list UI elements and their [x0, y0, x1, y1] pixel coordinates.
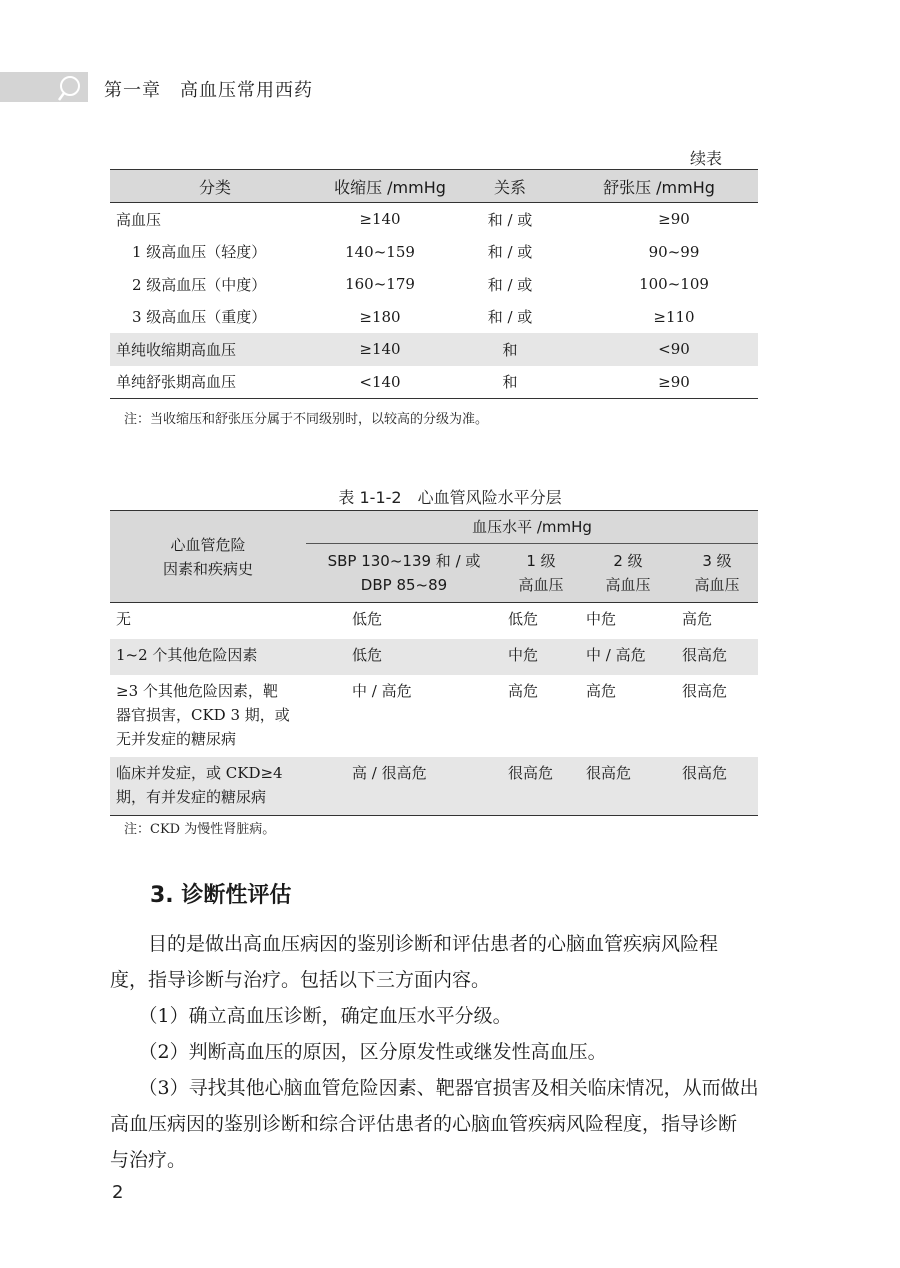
table-cell: 单纯舒张期高血压 — [110, 366, 320, 399]
table-cell: 和 — [460, 333, 560, 366]
magnifier-icon — [48, 72, 88, 102]
table-row — [110, 203, 758, 236]
table-row — [110, 366, 758, 399]
risk-cell: 很高危 — [580, 757, 676, 816]
cell-line: 无并发症的糖尿病 — [116, 730, 237, 748]
paragraph-line: 与治疗。 — [110, 1149, 187, 1171]
table-row — [110, 639, 758, 675]
paragraph-line: （1）确立高血压诊断，确定血压水平分级。 — [110, 1005, 512, 1027]
risk-factor-cell — [110, 675, 306, 757]
table-cell: 高血压 — [116, 210, 162, 229]
page-number: 2 — [112, 1182, 124, 1203]
column-header — [676, 544, 758, 603]
table-cell: 1 级高血压（轻度） — [132, 243, 267, 262]
cell-line: 1~2 个其他危险因素 — [116, 646, 258, 664]
table-cell: 和 / 或 — [487, 243, 533, 262]
table-cell: ≥140 — [320, 333, 460, 366]
risk-cell: 中危 — [586, 610, 617, 628]
table-header-row — [110, 511, 758, 544]
table-row — [110, 757, 758, 816]
risk-factor-cell — [110, 757, 306, 816]
bp-classification-table — [110, 169, 758, 399]
header-line: 3 级 — [702, 552, 732, 570]
table-cell: ≥140 — [359, 210, 401, 229]
cv-risk-table — [110, 510, 758, 816]
header-line: SBP 130~139 和 / 或 — [327, 552, 481, 570]
risk-cell: 很高危 — [502, 757, 580, 816]
table-row — [110, 603, 758, 640]
header-line: DBP 85~89 — [360, 576, 448, 594]
table1-note: 注：当收缩压和舒张压分属于不同级别时，以较高的分级为准。 — [124, 412, 489, 427]
table-header-row — [110, 170, 758, 203]
table-cell: 3 级高血压（重度） — [132, 308, 267, 327]
risk-cell: 中危 — [502, 639, 580, 675]
risk-cell: 中 / 高危 — [352, 682, 412, 700]
table-cell: 100~109 — [639, 275, 709, 294]
table-row — [110, 268, 758, 301]
risk-cell: 很高危 — [676, 639, 758, 675]
column-header — [502, 544, 580, 603]
risk-cell: 低危 — [306, 639, 502, 675]
table-row — [110, 236, 758, 269]
table-cell: 2 级高血压（中度） — [132, 275, 267, 294]
table-row — [110, 333, 758, 366]
table-cell: 140~159 — [345, 242, 415, 261]
column-header: 分类 — [110, 170, 320, 203]
paragraph — [110, 998, 762, 1034]
table-caption: 表 1-1-2 心血管风险水平分层 — [338, 488, 562, 507]
table2-note: 注：CKD 为慢性肾脏病。 — [124, 822, 276, 837]
table-cell: ≥180 — [359, 307, 401, 326]
paragraph-line: （3）寻找其他心脑血管危险因素、靶器官损害及相关临床情况，从而做出 — [110, 1077, 759, 1099]
risk-cell: 高 / 很高危 — [306, 757, 502, 816]
cell-line: ≥3 个其他危险因素，靶 — [116, 682, 278, 700]
header-line: 2 级 — [613, 552, 643, 570]
table-row — [110, 675, 758, 757]
header-line: 1 级 — [526, 552, 556, 570]
table-cell: ≥90 — [658, 210, 690, 229]
header-line: 高血压 — [518, 576, 564, 594]
risk-factor-cell — [110, 639, 306, 675]
header-line: 因素和疾病史 — [162, 559, 253, 578]
table-cell: 和 — [460, 366, 560, 399]
table-row — [110, 301, 758, 334]
table-cell: 90~99 — [648, 242, 700, 261]
paragraph — [110, 926, 762, 998]
risk-cell: 高危 — [682, 610, 713, 628]
table-cell: 160~179 — [345, 275, 415, 294]
risk-cell: 低危 — [352, 610, 383, 628]
risk-cell: 低危 — [508, 610, 539, 628]
factor-header — [110, 511, 306, 603]
paragraph — [110, 1034, 762, 1070]
table-cell: ≥90 — [560, 366, 758, 399]
table-cell: 和 / 或 — [487, 275, 533, 294]
cell-line: 临床并发症，或 CKD≥4 — [116, 764, 283, 782]
risk-cell: 很高危 — [682, 682, 728, 700]
risk-cell: 中 / 高危 — [580, 639, 676, 675]
section-title: 3. 诊断性评估 — [150, 883, 292, 908]
table-cell: <90 — [560, 333, 758, 366]
column-header — [580, 544, 676, 603]
cell-line: 器官损害，CKD 3 期，或 — [116, 706, 290, 724]
bp-level-header: 血压水平 /mmHg — [306, 511, 758, 544]
table-cell: 和 / 或 — [487, 210, 533, 229]
paragraph-line: 高血压病因的鉴别诊断和综合评估患者的心脑血管疾病风险程度，指导诊断 — [110, 1113, 738, 1135]
table-cell: 和 / 或 — [487, 308, 533, 327]
header-line: 心血管危险 — [170, 535, 246, 554]
cell-line: 期，有并发症的糖尿病 — [116, 788, 267, 806]
column-header — [306, 544, 502, 603]
paragraph-line: 度，指导诊断与治疗。包括以下三方面内容。 — [110, 969, 491, 991]
paragraph-line: 目的是做出高血压病因的鉴别诊断和评估患者的心脑血管疾病风险程 — [110, 933, 719, 955]
paragraph — [110, 1070, 762, 1178]
column-header: 舒张压 /mmHg — [560, 170, 758, 203]
risk-cell: 高危 — [508, 682, 539, 700]
risk-cell: 高危 — [586, 682, 617, 700]
risk-cell: 很高危 — [676, 757, 758, 816]
chapter-title: 第一章 高血压常用西药 — [104, 80, 313, 101]
risk-factor-cell — [110, 603, 306, 640]
table-cell: 单纯收缩期高血压 — [110, 333, 320, 366]
column-header: 关系 — [460, 170, 560, 203]
column-header: 收缩压 /mmHg — [320, 170, 460, 203]
header-line: 高血压 — [694, 576, 740, 594]
table-cell: ≥110 — [653, 307, 695, 326]
cell-line: 无 — [116, 610, 132, 628]
continued-label: 续表 — [690, 149, 723, 168]
table-cell: <140 — [320, 366, 460, 399]
paragraph-line: （2）判断高血压的原因，区分原发性或继发性高血压。 — [110, 1041, 607, 1063]
header-line: 高血压 — [605, 576, 651, 594]
